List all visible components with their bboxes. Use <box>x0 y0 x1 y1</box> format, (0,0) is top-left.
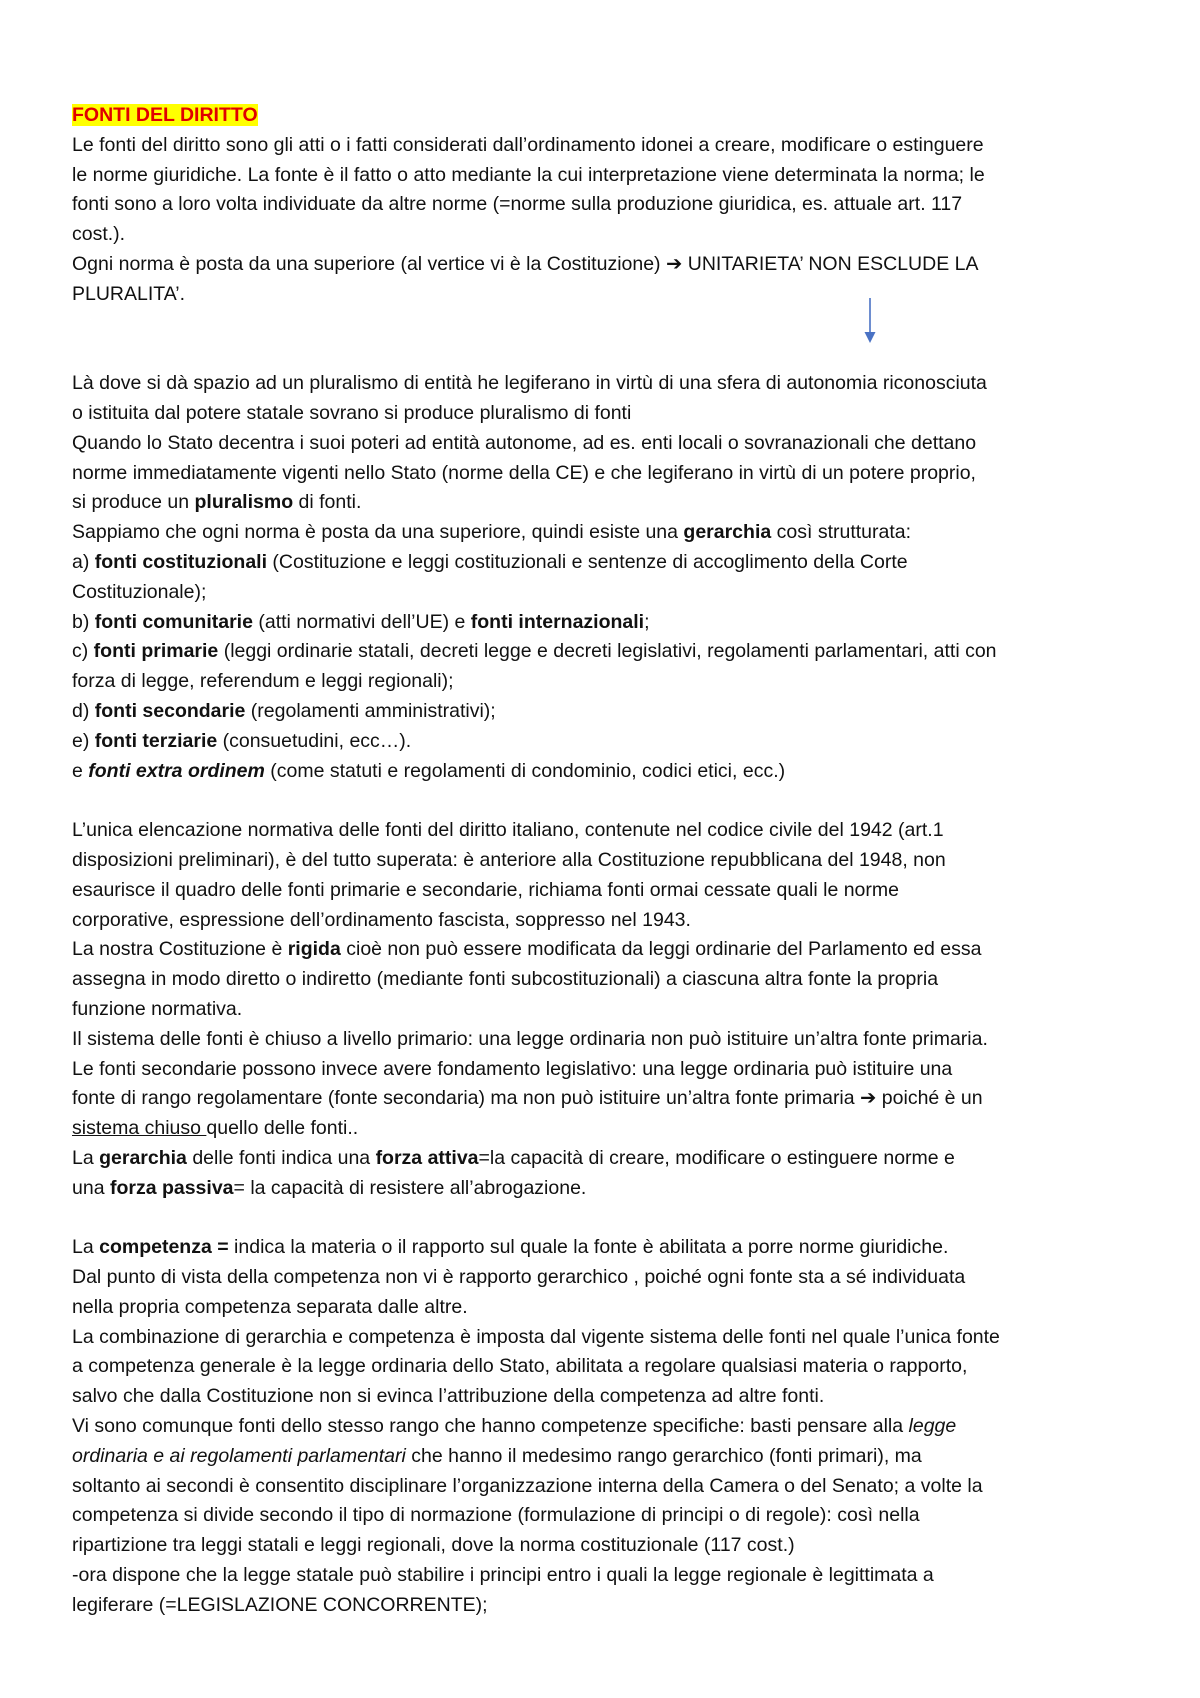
list-item-continuation: forza di legge, referendum e leggi regionali); <box>72 670 454 693</box>
italic-term: ordinaria e ai regolamenti parlamentari <box>72 1444 406 1467</box>
text-line: a competenza generale è la legge ordinaria dello Stato, abilitata a regolare qualsiasi materia o rapporto, <box>72 1355 968 1378</box>
text-span: così strutturata: <box>771 521 912 544</box>
text-span: delle fonti indica una <box>186 1146 376 1169</box>
text-line <box>72 1144 1142 1174</box>
list-marker: a) <box>72 550 95 573</box>
bold-term: gerarchia <box>683 521 772 544</box>
text-line: Il sistema delle fonti è chiuso a livello primario: una legge ordinaria non può istituire un’altra fonte primaria. <box>72 1027 988 1050</box>
text-line <box>72 1233 1142 1263</box>
text-span: (Costituzione e leggi costituzionali e sentenze di accoglimento della Corte <box>267 550 908 573</box>
bold-term: pluralismo <box>194 491 294 514</box>
list-marker: c) <box>72 640 94 663</box>
list-item-continuation: Costituzionale); <box>72 580 207 603</box>
list-item <box>72 727 1142 757</box>
text-line <box>72 250 1142 280</box>
underlined-term: sistema chiuso <box>72 1117 207 1140</box>
text-span: (consuetudini, ecc…). <box>217 729 412 752</box>
list-item <box>72 697 1142 727</box>
text-span: di fonti. <box>293 491 362 514</box>
text-line <box>72 1442 1142 1472</box>
bold-term: fonti costituzionali <box>94 550 267 573</box>
text-span: si produce un <box>72 491 195 514</box>
list-item <box>72 637 1142 667</box>
list-marker: e) <box>72 729 95 752</box>
right-arrow-icon: ➔ <box>860 1087 877 1110</box>
text-line: Le fonti del diritto sono gli atti o i fatti considerati dall’ordinamento idonei a creare, modificare o estinguere <box>72 133 984 156</box>
text-line: norme immediatamente vigenti nello Stato (norme della CE) e che legiferano in virtù di un potere proprio, <box>72 461 976 484</box>
text-span: (regolamenti amministrativi); <box>245 699 496 722</box>
text-line: La combinazione di gerarchia e competenza è imposta dal vigente sistema delle fonti nel quale l’unica fonte <box>72 1325 1000 1348</box>
text-line: legiferare (=LEGISLAZIONE CONCORRENTE); <box>72 1593 488 1616</box>
text-span: =la capacità di creare, modificare o estinguere norme e <box>478 1146 955 1169</box>
bold-term: fonti terziarie <box>94 729 218 752</box>
spacer <box>72 310 1142 370</box>
text-line <box>72 1412 1142 1442</box>
text-line: Là dove si dà spazio ad un pluralismo di entità he legiferano in virtù di una sfera di autonomia riconosciuta <box>72 372 987 395</box>
list-item <box>72 548 1142 578</box>
text-line: esaurisce il quadro delle fonti primarie e secondarie, richiama fonti ormai cessate quali le norme <box>72 878 899 901</box>
bold-term: fonti primarie <box>93 640 219 663</box>
text-span: (atti normativi dell’UE) e <box>252 610 471 633</box>
text-span: (leggi ordinarie statali, decreti legge e decreti legislativi, regolamenti parlamentari, atti con <box>218 640 997 663</box>
text-line <box>72 488 1142 518</box>
heading-line <box>72 101 1142 131</box>
text-span: ; <box>644 610 650 633</box>
text-line: Le fonti secondarie possono invece avere fondamento legislativo: una legge ordinaria può istituire una <box>72 1057 953 1080</box>
list-marker: b) <box>72 610 95 633</box>
text-line: Dal punto di vista della competenza non vi è rapporto gerarchico , poiché ogni fonte sta a sé individuata <box>72 1266 966 1289</box>
text-line: fonti sono a loro volta individuate da altre norme (=norme sulla produzione giuridica, es. attuale art. 117 <box>72 193 963 216</box>
text-span: = la capacità di resistere all’abrogazione. <box>233 1176 587 1199</box>
text-line <box>72 1114 1142 1144</box>
text-line: le norme giuridiche. La fonte è il fatto o atto mediante la cui interpretazione viene determinata la norma; le <box>72 163 985 186</box>
right-arrow-icon: ➔ <box>665 252 683 275</box>
text-line: nella propria competenza separata dalle altre. <box>72 1295 468 1318</box>
text-line: ripartizione tra leggi statali e leggi regionali, dove la norma costituzionale (117 cost.) <box>72 1534 795 1557</box>
document-title: FONTI DEL DIRITTO <box>72 104 258 126</box>
text-span: La <box>72 1146 100 1169</box>
list-marker: e <box>72 759 89 782</box>
text-line <box>72 1174 1142 1204</box>
text-span: indica la materia o il rapporto sul quale la fonte è abilitata a porre norme giuridiche. <box>228 1236 949 1259</box>
text-span: Ogni norma è posta da una superiore (al vertice vi è la Costituzione) <box>72 252 666 275</box>
text-line: -ora dispone che la legge statale può stabilire i principi entro i quali la legge regionale è legittimata a <box>72 1564 934 1587</box>
text-span: poiché è un <box>876 1087 983 1110</box>
text-line <box>72 1084 1142 1114</box>
spacer <box>72 1203 1142 1233</box>
text-line: funzione normativa. <box>72 997 243 1020</box>
bold-term: fonti comunitarie <box>94 610 253 633</box>
italic-term: legge <box>908 1415 957 1438</box>
document-page <box>72 101 1142 1621</box>
text-span: cioè non può essere modificata da leggi ordinarie del Parlamento ed essa <box>340 938 982 961</box>
text-span: Sappiamo che ogni norma è posta da una superiore, quindi esiste una <box>72 521 684 544</box>
bold-term: forza attiva <box>375 1146 479 1169</box>
text-line: Quando lo Stato decentra i suoi poteri ad entità autonome, ad es. enti locali o sovranazionali che dettano <box>72 431 977 454</box>
spacer <box>72 786 1142 816</box>
text-line: PLURALITA’. <box>72 282 186 305</box>
text-line: disposizioni preliminari), è del tutto superata: è anteriore alla Costituzione repubblicana del 1948, non <box>72 848 946 871</box>
bold-term: fonti secondarie <box>94 699 246 722</box>
text-line: soltanto ai secondi è consentito disciplinare l’organizzazione interna della Camera o del Senato; a volte la <box>72 1474 983 1497</box>
list-item <box>72 608 1142 638</box>
text-span: che hanno il medesimo rango gerarchico (fonti primari), ma <box>405 1444 922 1467</box>
text-line: L’unica elencazione normativa delle fonti del diritto italiano, contenute nel codice civile del 1942 (art.1 <box>72 819 944 842</box>
text-span: una <box>72 1176 110 1199</box>
list-item <box>72 757 1142 787</box>
bold-term: gerarchia <box>99 1146 187 1169</box>
list-marker: d) <box>72 699 95 722</box>
bold-italic-term: fonti extra ordinem <box>88 759 265 782</box>
bold-term: fonti internazionali <box>470 610 645 633</box>
text-line: o istituita dal potere statale sovrano si produce pluralismo di fonti <box>72 401 632 424</box>
bold-term: rigida <box>287 938 341 961</box>
text-span: UNITARIETA’ NON ESCLUDE LA <box>682 252 979 275</box>
bold-term: forza passiva <box>109 1176 234 1199</box>
text-line: salvo che dalla Costituzione non si evinca l’attribuzione della competenza ad altre fonti. <box>72 1385 825 1408</box>
text-line: cost.). <box>72 223 126 246</box>
text-span: (come statuti e regolamenti di condominio, codici etici, ecc.) <box>264 759 786 782</box>
text-line: corporative, espressione dell’ordinamento fascista, soppresso nel 1943. <box>72 908 691 931</box>
text-span: La <box>72 1236 100 1259</box>
text-line <box>72 935 1142 965</box>
text-line: assegna in modo diretto o indiretto (mediante fonti subcostituzionali) a ciascuna altra fonte la propria <box>72 968 939 991</box>
text-line <box>72 518 1142 548</box>
text-span: La nostra Costituzione è <box>72 938 288 961</box>
text-span: Vi sono comunque fonti dello stesso rango che hanno competenze specifiche: basti pensare alla <box>72 1415 909 1438</box>
text-span: fonte di rango regolamentare (fonte secondaria) ma non può istituire un’altra fonte primaria <box>72 1087 861 1110</box>
text-span: quello delle fonti.. <box>206 1117 359 1140</box>
bold-term: competenza = <box>99 1236 229 1259</box>
text-line: competenza si divide secondo il tipo di normazione (formulazione di principi o di regole): così nella <box>72 1504 920 1527</box>
